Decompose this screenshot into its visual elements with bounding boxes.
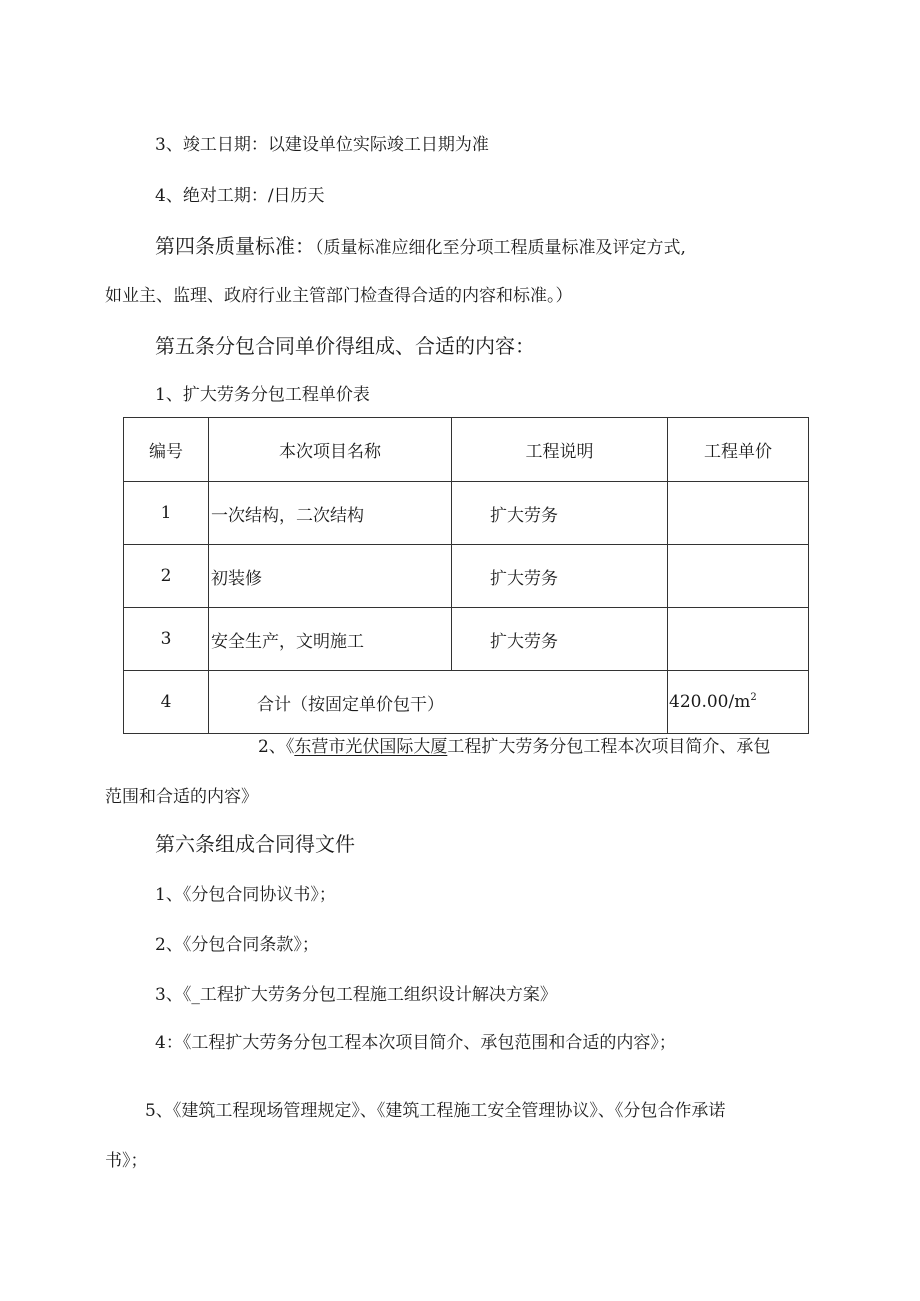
total-price-unit-exponent: 2: [750, 692, 757, 703]
project-name: 东营市光伏国际大厦: [294, 737, 448, 757]
document-item: 1、《分包合同协议书》；: [155, 885, 336, 905]
row-price: [668, 482, 809, 545]
absolute-duration: 4、绝对工期：/日历天: [155, 186, 325, 206]
table-row: [124, 482, 809, 545]
row-name: 一次结构，二次结构: [209, 482, 452, 545]
article4-note: （质量标准应细化至分项工程质量标准及评定方式,: [315, 238, 686, 258]
total-label: 合计（按固定单价包干）: [209, 671, 668, 734]
table-caption: 1、扩大劳务分包工程单价表: [155, 385, 370, 405]
header-no: 编号: [124, 418, 209, 482]
header-price: 工程单价: [668, 418, 809, 482]
table-row: [124, 545, 809, 608]
document-item: 5、《建筑工程现场管理规定》、《建筑工程施工安全管理协议》、《分包合作承诺: [145, 1101, 726, 1121]
row-no: 1: [124, 482, 209, 545]
row-no: 2: [124, 545, 209, 608]
scope-reference: [258, 736, 770, 758]
scope-reference-continued: 范围和合适的内容》: [105, 787, 258, 807]
row-desc: 扩大劳务: [452, 608, 668, 671]
row-price: [668, 545, 809, 608]
document-item-continued: 书》；: [105, 1151, 148, 1171]
row-no: 3: [124, 608, 209, 671]
header-name: 本次项目名称: [209, 418, 452, 482]
completion-date: 3、竣工日期：以建设单位实际竣工日期为准: [155, 135, 489, 155]
header-desc: 工程说明: [452, 418, 668, 482]
article4-title: 第四条质量标准：: [155, 234, 315, 258]
total-price-value: 420.00/m: [669, 692, 751, 712]
row-desc: 扩大劳务: [452, 482, 668, 545]
article5-title: 第五条分包合同单价得组成、合适的内容：: [155, 334, 535, 358]
table-header-row: [124, 418, 809, 482]
table-row: [124, 608, 809, 671]
table-total-row: [124, 671, 809, 734]
total-price: [668, 671, 809, 734]
article4-heading: [155, 233, 686, 261]
article6-title: 第六条组成合同得文件: [155, 832, 355, 856]
row-desc: 扩大劳务: [452, 545, 668, 608]
scope-reference-rest: 工程扩大劳务分包工程本次项目简介、承包: [447, 737, 771, 757]
row-name: 安全生产，文明施工: [209, 608, 452, 671]
document-item: 3、《_工程扩大劳务分包工程施工组织设计解决方案》: [155, 985, 557, 1005]
document-item: 2、《分包合同条款》；: [155, 935, 319, 955]
row-price: [668, 608, 809, 671]
total-no: 4: [124, 671, 209, 734]
document-item: 4：《工程扩大劳务分包工程本次项目简介、承包范围和合适的内容》；: [155, 1033, 676, 1053]
article4-note-continued: 如业主、监理、政府行业主管部门检查得合适的内容和标准。）: [105, 286, 573, 306]
unit-price-table: [123, 417, 809, 734]
scope-reference-prefix: 2、《: [258, 737, 295, 757]
row-name: 初装修: [209, 545, 452, 608]
